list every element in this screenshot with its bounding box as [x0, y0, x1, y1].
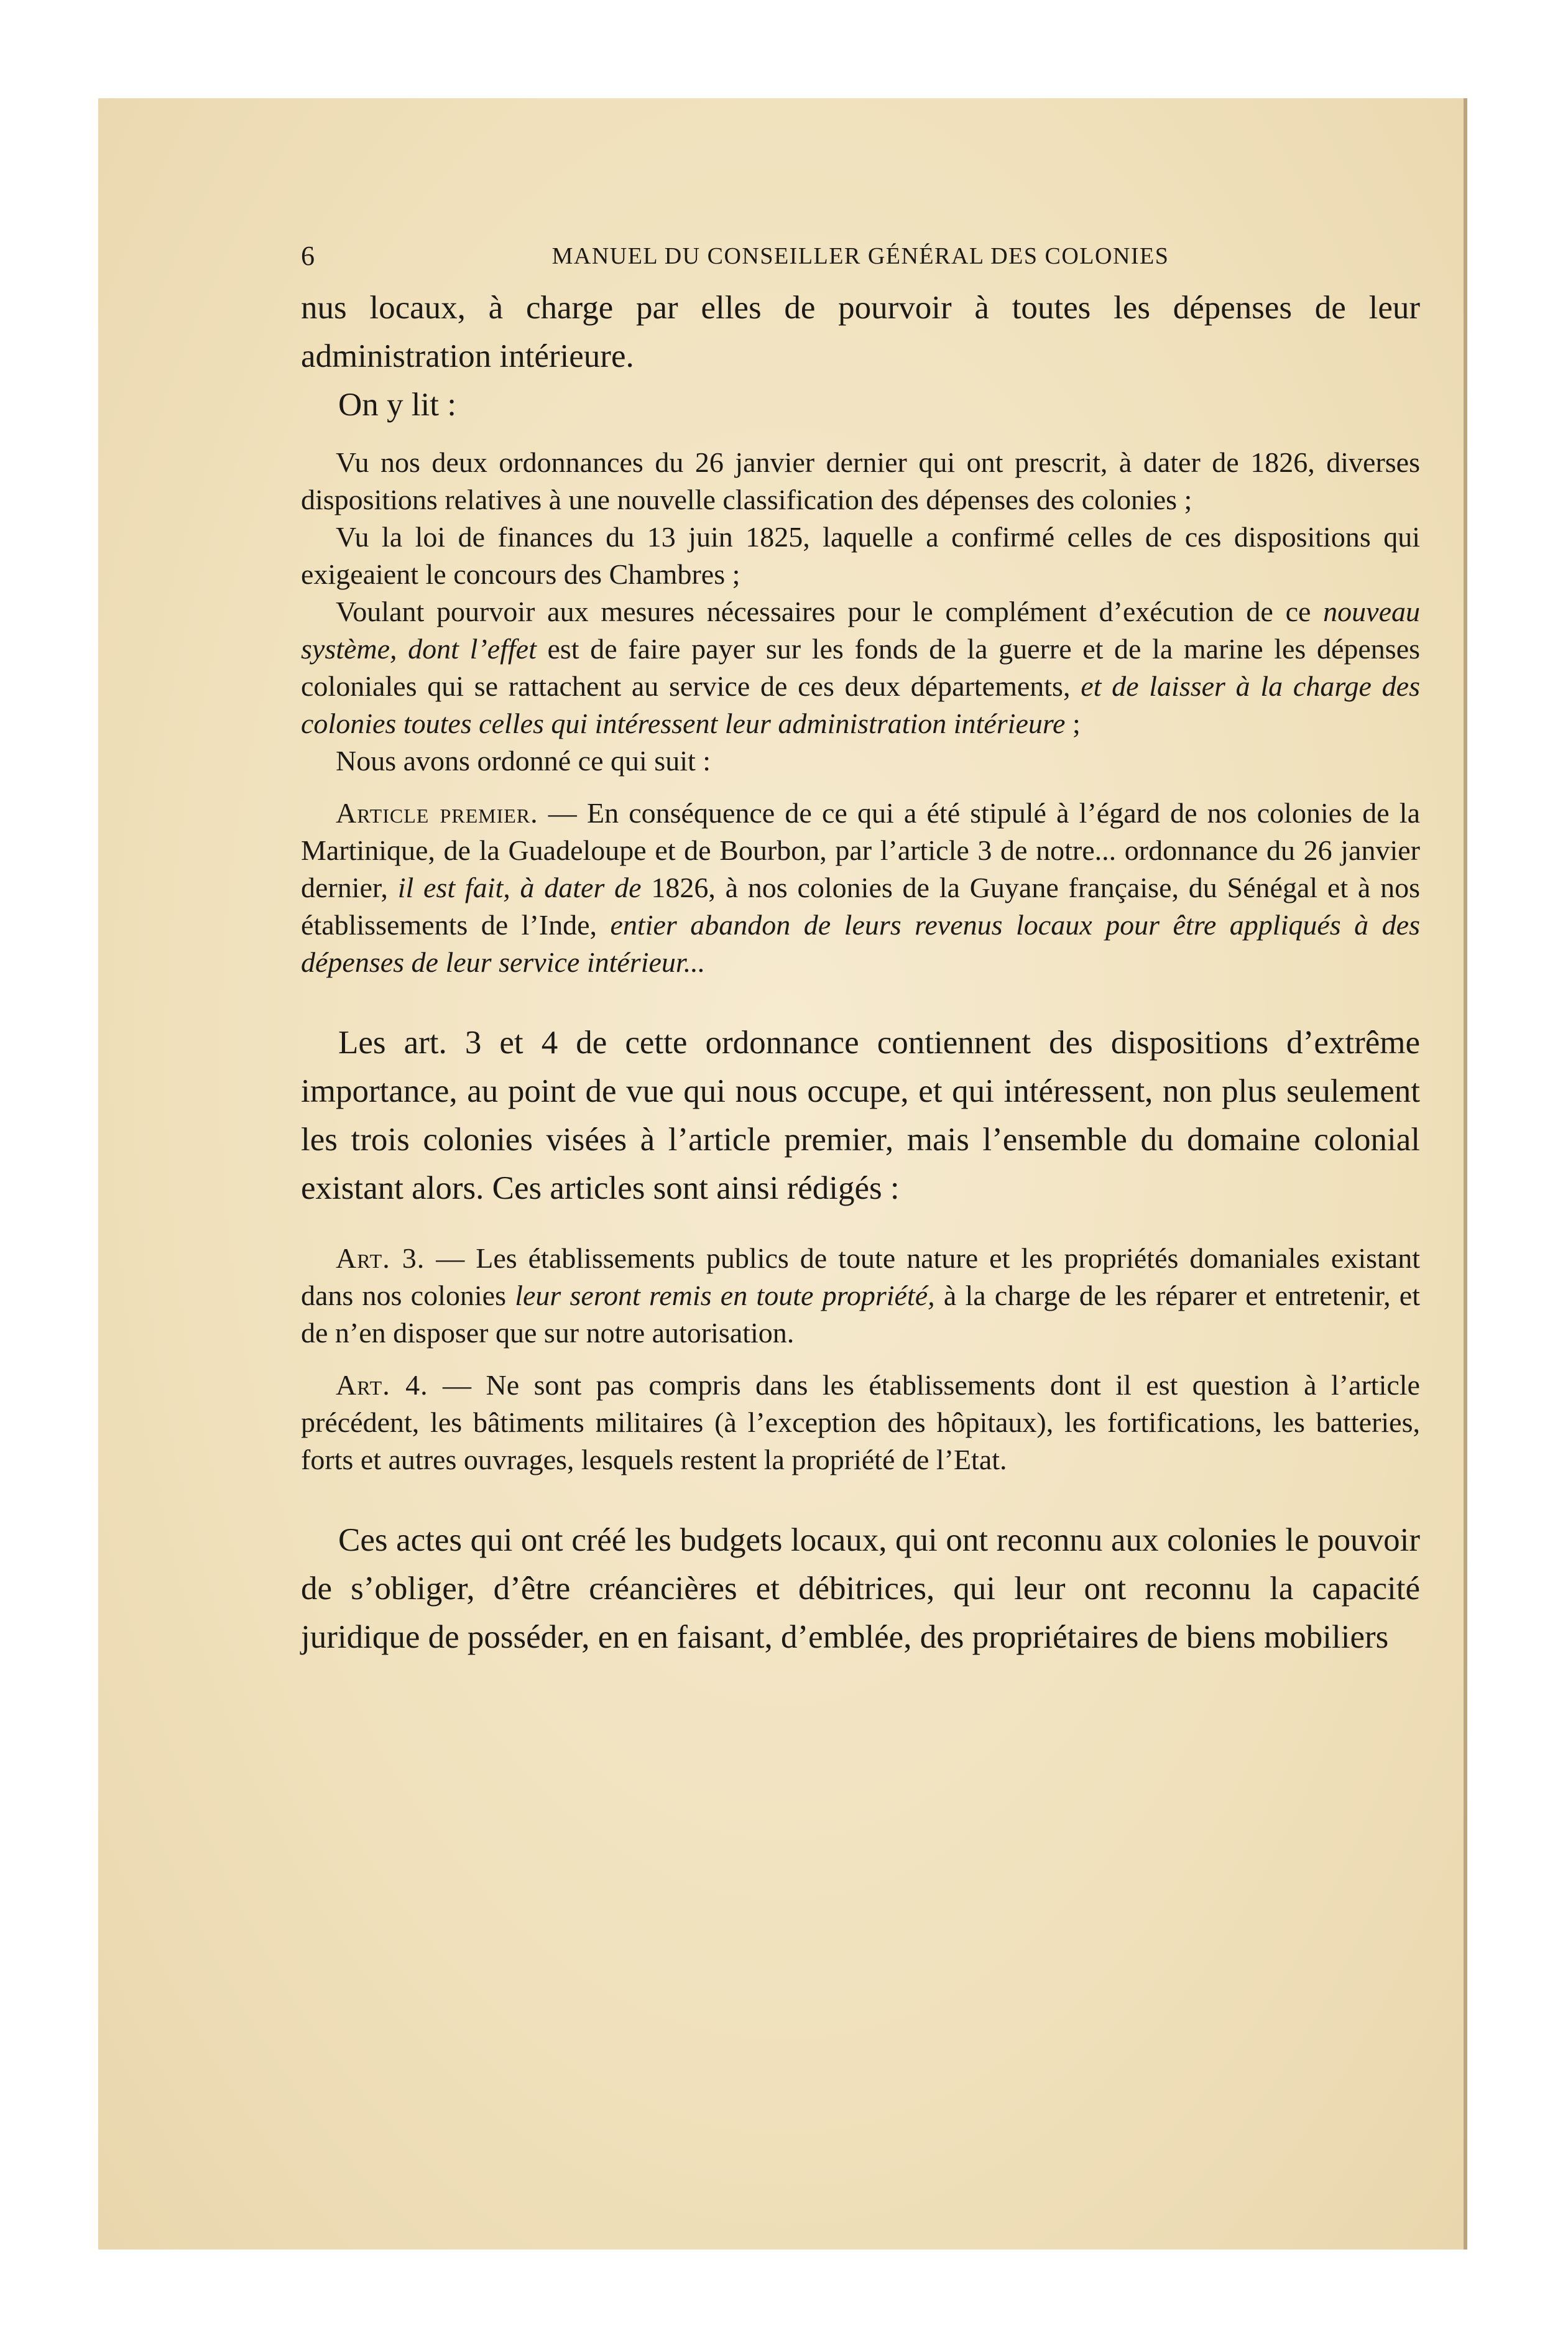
quote-paragraph-1: Vu nos deux ordonnances du 26 janvier dernier qui ont prescrit, à dater de 1826, diverses dispositions relatives à une nouvelle classification des dépenses des colonies ; — [301, 446, 1420, 515]
quote-3-italic-d: et de laisser à la charge des colonies toutes celles qui intéressent leur administration intérieure — [301, 670, 1420, 739]
page-number: 6 — [301, 241, 315, 271]
article-3-text-a: — Les établissements publics de toute nature et les propriétés domaniales existant dans nos colonies — [301, 1242, 1420, 1311]
article-premier-text-c: 1826, à nos colonies de la Guyane française, du Sénégal et à nos établissements de l’Inde, — [301, 872, 1420, 941]
quote-3-text-e: ; — [1065, 708, 1081, 739]
quote-paragraph-3 — [301, 593, 1420, 742]
paragraph-1: nus locaux, à charge par elles de pourvoir à toutes les dépenses de leur administration intérieure. — [301, 290, 1420, 374]
running-title: MANUEL DU CONSEILLER GÉNÉRAL DES COLONIES — [551, 243, 1169, 269]
article-premier-italic-d: entier abandon de leurs revenus locaux pour être appliqués à des dépenses de leur service intérieur... — [301, 909, 1420, 978]
quote-3-italic-b: nouveau système, dont l’effet — [301, 596, 1420, 665]
article-4-label: Art. 4. — [336, 1369, 428, 1401]
quote-3-text-a: Voulant pourvoir aux mesures nécessaires pour le complément d’exécution de ce — [336, 596, 1324, 627]
article-4-text-a: — Ne sont pas compris dans les établissements dont il est question à l’article précédent, les bâtiments militaires (à l’exception des hôpitaux), les fortifications, les batteries, forts et autres ouvrages, lesquels restent la propriété de l’Etat. — [301, 1369, 1420, 1475]
quote-3-text-c: est de faire payer sur les fonds de la guerre et de la marine les dépenses coloniales qui se rattachent au service de ces deux départements, — [301, 633, 1421, 702]
paragraph-4: Ces actes qui ont créé les budgets locaux, qui ont reconnu aux colonies le pouvoir de s’obliger, d’être créancières et débitrices, qui leur ont reconnu la capacité juridique de posséder, en en faisant, d’emblée, des propriétaires de biens mobiliers — [301, 1522, 1420, 1655]
quote-paragraph-4: Nous avons ordonné ce qui suit : — [336, 745, 711, 777]
page-content — [301, 240, 1420, 1661]
running-head — [301, 240, 1420, 284]
paragraph-2: On y lit : — [338, 387, 456, 423]
quote-paragraph-2: Vu la loi de finances du 13 juin 1825, laquelle a confirmé celles de ces dispositions qui exigeaient le concours des Chambres ; — [301, 521, 1420, 590]
article-3-italic-b: leur seront remis en toute propriété, — [515, 1280, 935, 1311]
article-3 — [301, 1240, 1420, 1352]
paragraph-3: Les art. 3 et 4 de cette ordonnance contiennent des dispositions d’extrême importance, au point de vue qui nous occupe, et qui intéressent, non plus seulement les trois colonies visées à l’article premier, mais l’ensemble du domaine colonial existant alors. Ces articles sont ainsi rédigés : — [301, 1025, 1420, 1206]
article-premier-italic-b: il est fait, à dater de — [397, 872, 642, 903]
article-3-text-c: à la charge de les réparer et entretenir, et de n’en disposer que sur notre autorisation. — [301, 1280, 1421, 1349]
article-4 — [301, 1367, 1420, 1479]
book-page — [98, 98, 1467, 2250]
article-premier-label: Article premier. — [336, 797, 538, 829]
article-premier — [301, 795, 1420, 981]
article-premier-text-a: — En conséquence de ce qui a été stipulé à l’égard de nos colonies de la Martinique, de la Guadeloupe et de Bourbon, par l’article 3 de notre... ordonnance du 26 janvier dernier, — [301, 797, 1420, 903]
article-3-label: Art. 3. — [336, 1242, 425, 1274]
